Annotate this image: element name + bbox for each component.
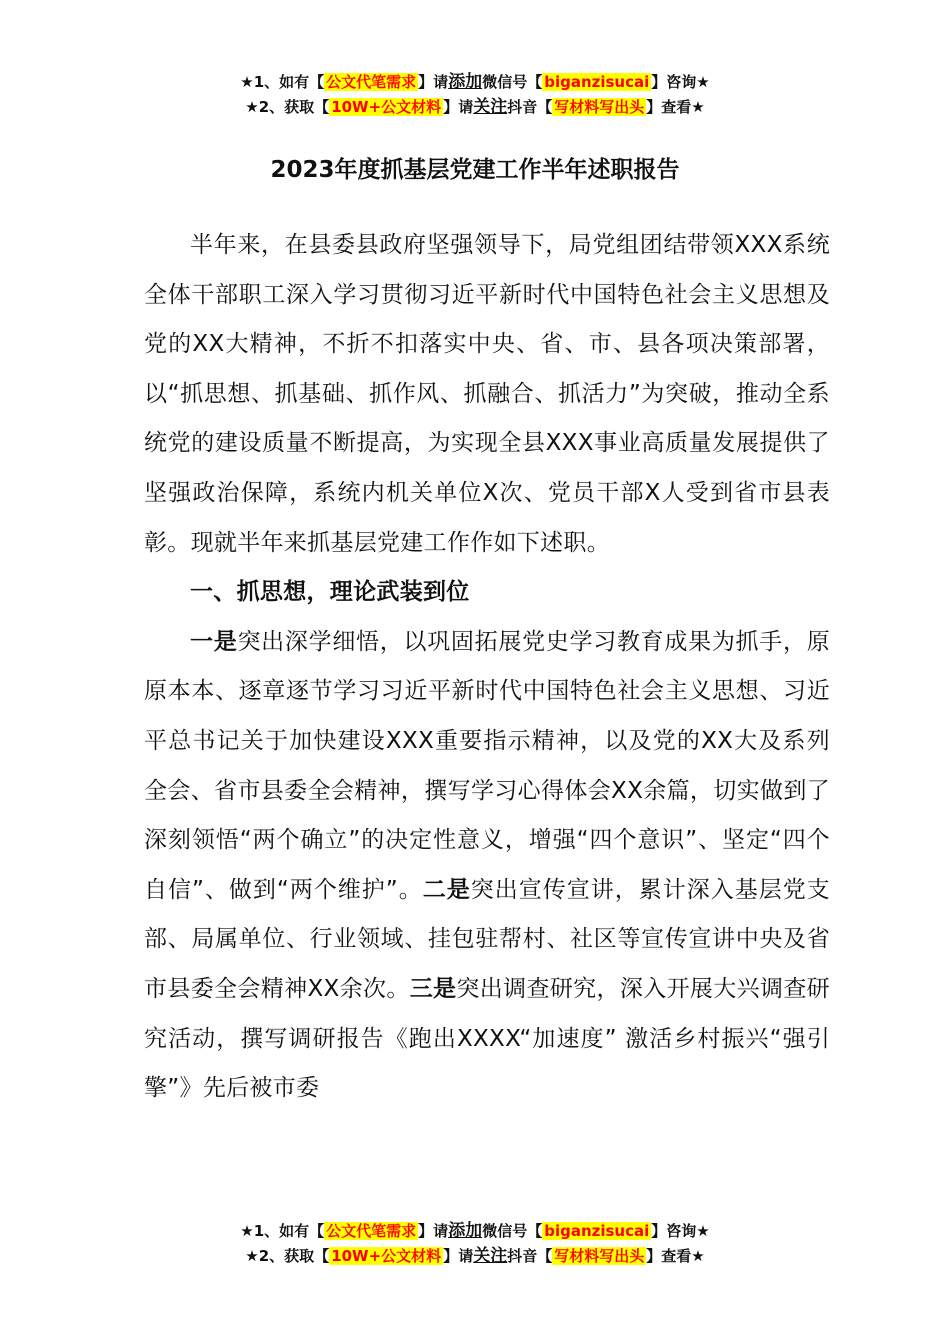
footer-promo-line-1: ★1、如有【 公文代笔需求 】请添加微信号【 biganzisucai 】咨询★ [240,1221,710,1241]
highlight-douyin: 写材料写出头 [554,1247,645,1265]
footer-promo-line-2: ★2、获取【 10W+公文材料 】请关注抖音【 写材料写出头 】查看★ [245,1246,705,1266]
highlight-materials: 10W+公文材料 [331,1247,442,1265]
highlight-wechat-id: biganzisucai [544,73,650,91]
header-promo-line-2: ★2、获取【 10W+公文材料 】请关注抖音【 写材料写出头 】查看★ [245,97,705,117]
point-label-3: 三是 [409,975,457,1002]
point-label-1: 一是 [190,628,238,655]
highlight-wechat-id: biganzisucai [544,1222,650,1240]
highlight-ghostwriting: 公文代笔需求 [326,73,417,91]
point-label-2: 二是 [422,876,471,903]
document-body [144,221,830,1114]
highlight-materials: 10W+公文材料 [331,98,442,116]
highlight-ghostwriting: 公文代笔需求 [326,1222,417,1240]
intro-paragraph: 半年来，在县委县政府坚强领导下，局党组团结带领XXX系统全体干部职工深入学习贯彻习近平新时代中国特色社会主义思想及党的XX大精神，不折不扣落实中央、省、市、县各项决策部署，以“抓思想、抓基础、抓作风、抓融合、抓活力”为突破，推动全系统党的建设质量不断提高，为实现全县XXX事业高质量发展提供了坚强政治保障，系统内机关单位X次、党员干部X人受到省市县表彰。现就半年来抓基层党建工作作如下述职。 [144,232,830,556]
page-title: 2023年度抓基层党建工作半年述职报告 [270,157,680,183]
section-heading-1: 一、抓思想，理论武装到位 [190,579,470,606]
section-1-paragraph: 一是突出深学细悟，以巩固拓展党史学习教育成果为抓手，原原本本、逐章逐节学习习近平新时代中国特色社会主义思想、习近平总书记关于加快建设XXX重要指示精神，以及党的XX大及系列全会、省市县委全会精神，撰写学习心得体会XX余篇，切实做到了深刻领悟“两个确立”的决定性意义，增强“四个意识”、坚定“四个自信”、做到“两个维护”。二是突出宣传宣讲，累计深入基层党支部、局属单位、行业领域、挂包驻帮村、社区等宣传宣讲中央及省市县委全会精神XX余次。三是突出调查研究，深入开展大兴调查研究活动，撰写调研报告《跑出XXXX“加速度” 激活乡村振兴“强引擎”》先后被市委 [144,628,831,1102]
highlight-douyin: 写材料写出头 [554,98,645,116]
header-promo-line-1: ★1、如有【 公文代笔需求 】请添加微信号【 biganzisucai 】咨询★ [240,72,710,92]
